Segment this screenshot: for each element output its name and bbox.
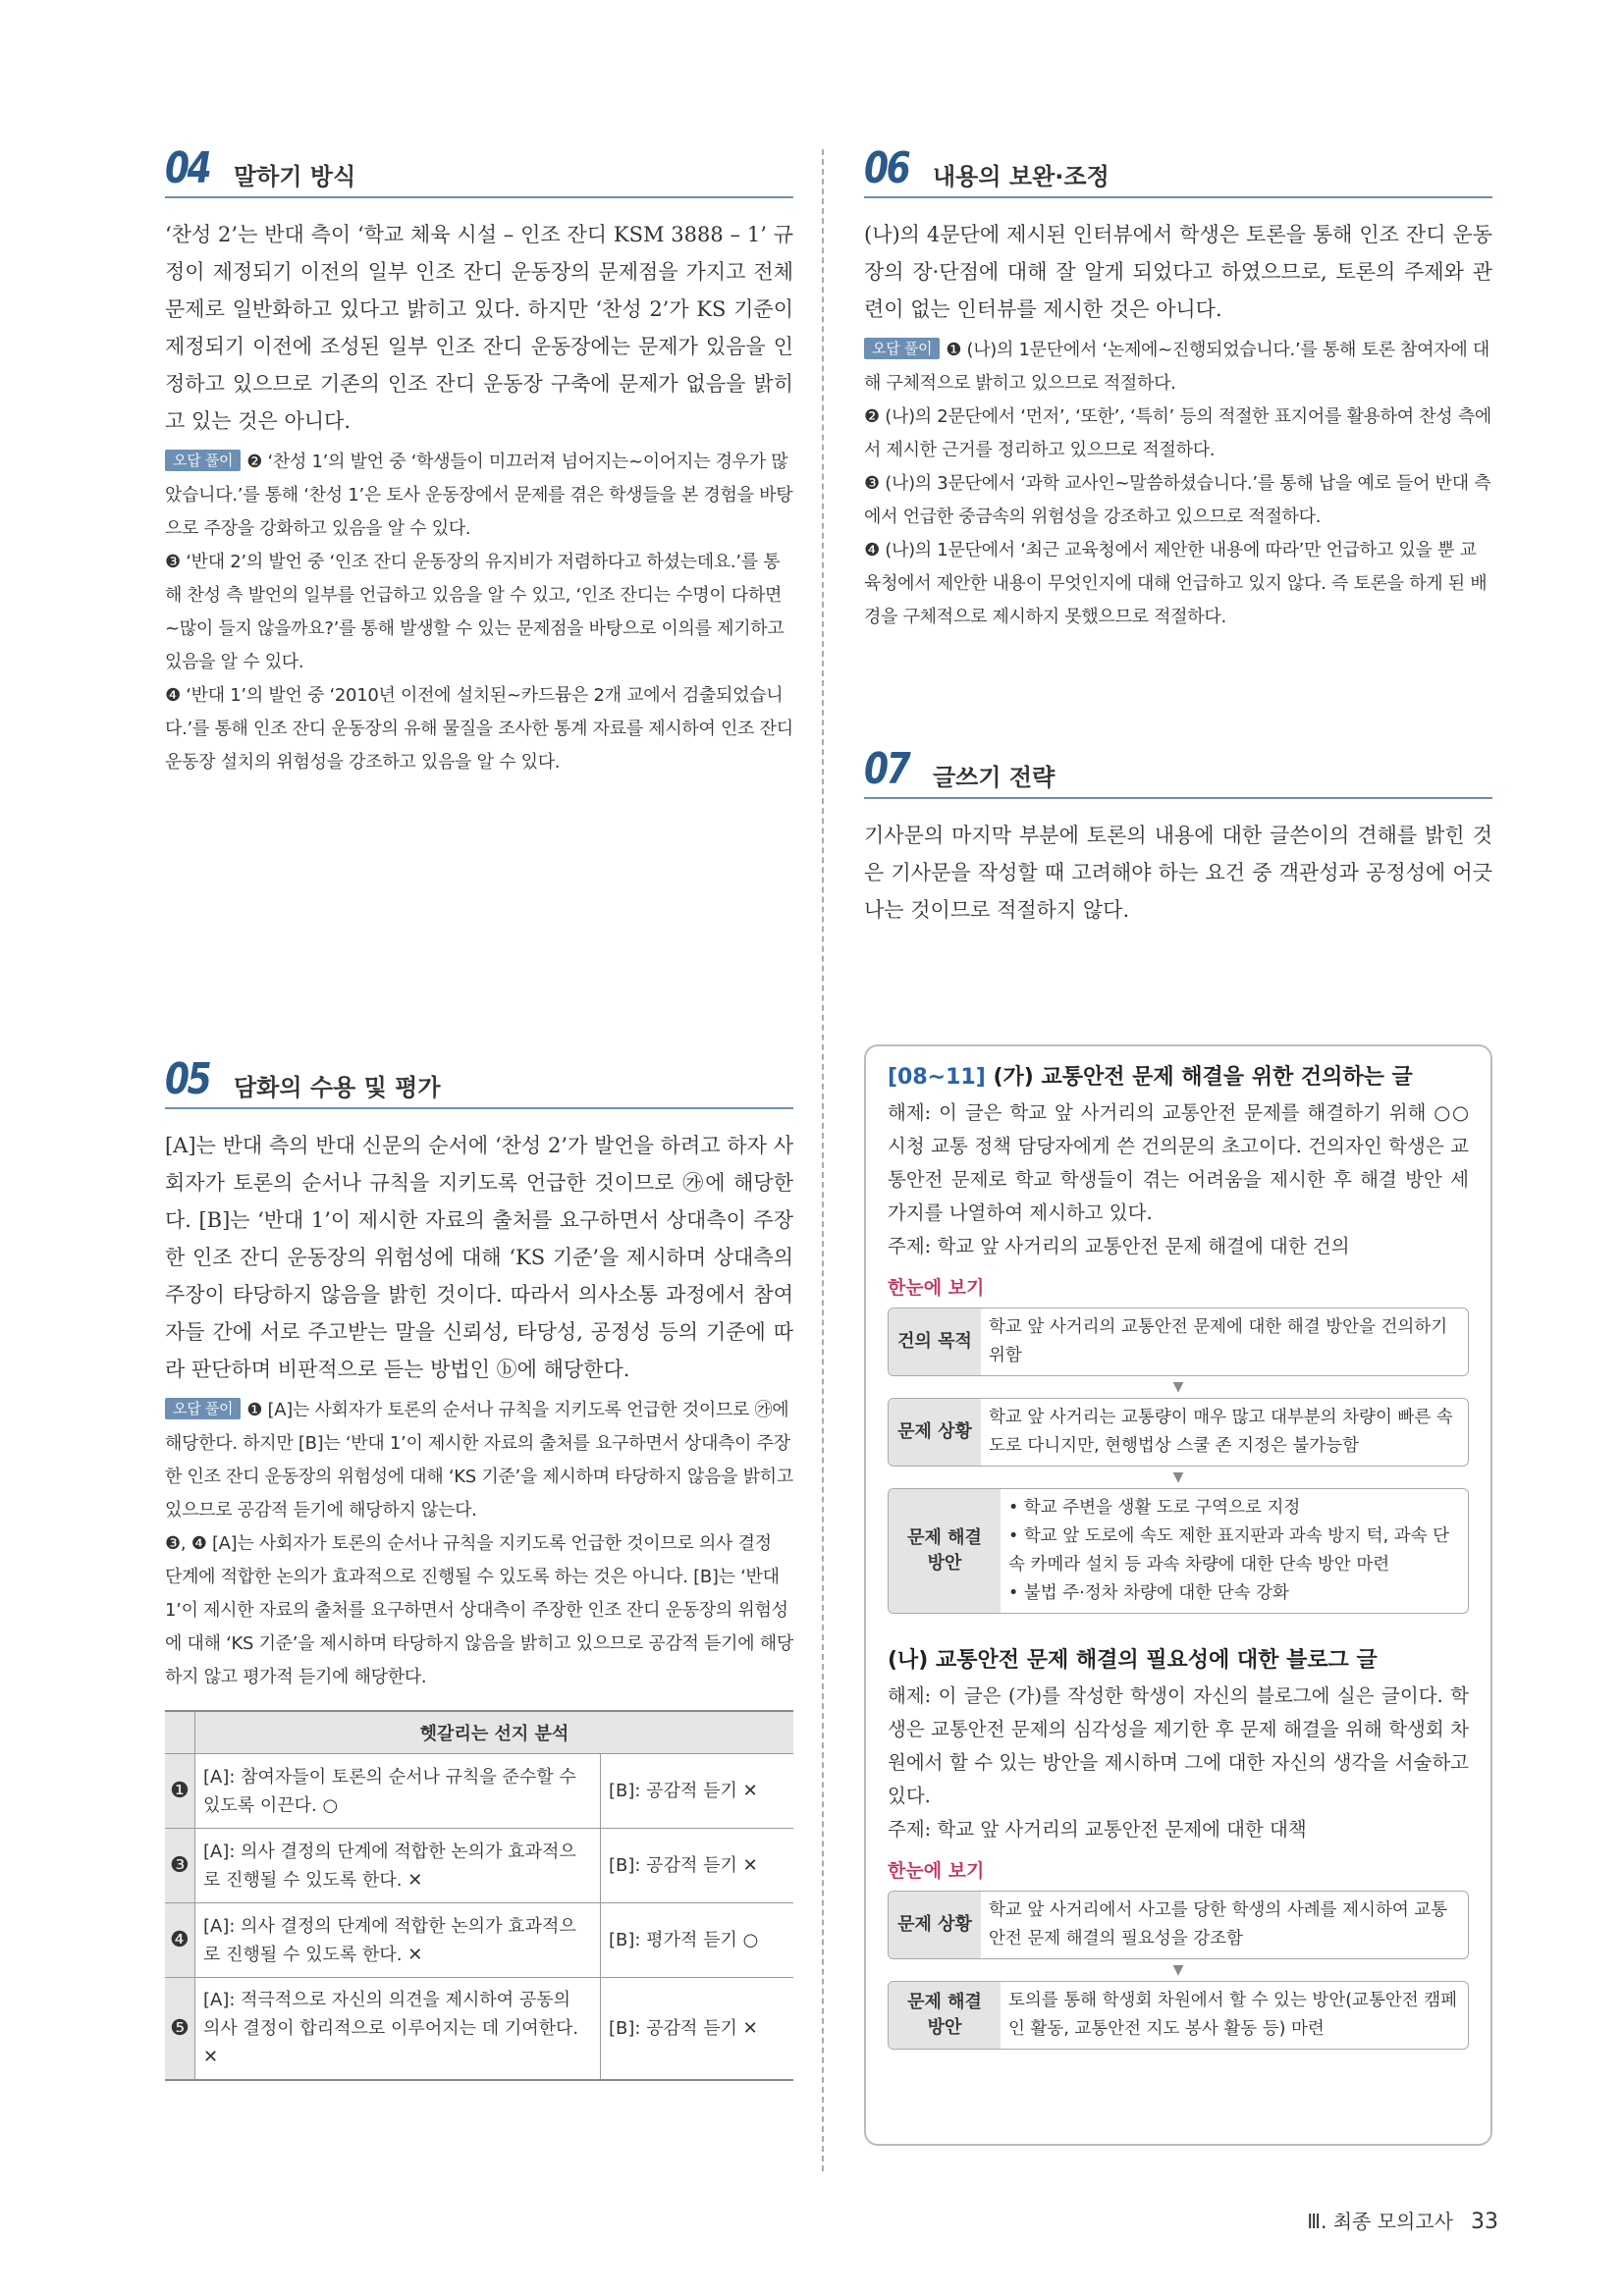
down-arrow-icon: ▼ <box>1172 1469 1184 1485</box>
answer-explanation-1 <box>165 1394 793 1527</box>
table-row <box>165 1829 793 1903</box>
answer-explanation-3: ❹ ‘반대 1’의 발언 중 ‘2010년 이전에 설치된~카드뮴은 2개 교에서 검출되었습니다.’를 통해 인조 잔디 운동장의 유해 물질을 조사한 통계 자료를 제시하여 인조 잔디 운동장 설치의 위험성을 강조하고 있음을 알 수 있다. <box>165 685 793 773</box>
option-number: ❺ <box>165 1978 195 2080</box>
option-number: ❸ <box>165 1829 195 1903</box>
column-divider <box>822 149 824 2171</box>
answer-explanation-1 <box>864 334 1492 400</box>
table-header-row <box>165 1711 793 1754</box>
table-row <box>165 1754 793 1829</box>
page-number: 33 <box>1471 2210 1498 2234</box>
option-b-analysis: [B]: 평가적 듣기 ○ <box>601 1903 794 1978</box>
flow-content <box>1001 1489 1468 1613</box>
section-06 <box>864 143 1492 634</box>
option-a-analysis: [A]: 참여자들이 토론의 순서나 규칙을 준수할 수 있도록 이끈다. ○ <box>195 1754 601 1829</box>
down-arrow-icon: ▼ <box>1172 1962 1184 1978</box>
answer-explanation-3: ❸ (나)의 3문단에서 ‘과학 교사인~말씀하셨습니다.’를 통해 납을 예로 들어 반대 측에서 언급한 중금속의 위험성을 강조하고 있으므로 적절하다. <box>864 473 1491 527</box>
section-04-header <box>165 143 793 198</box>
section-07-body: 기사문의 마지막 부분에 토론의 내용에 대한 글쓴이의 견해를 밝힌 것은 기사문을 작성할 때 고려해야 하는 요건 중 객관성과 공정성에 어긋나는 것이므로 적절하지 않다. <box>864 824 1492 922</box>
down-arrow-icon: ▼ <box>1172 1379 1184 1395</box>
flow-label: 문제 해결 방안 <box>889 1489 1001 1613</box>
section-04-body: ‘찬성 2’는 반대 측이 ‘학교 체육 시설 – 인조 잔디 KSM 3888 – 1’ 규정이 제정되기 이전의 일부 인조 잔디 운동장의 문제점을 가지고 전체 문제로 일반화하고 있다고 밝히고 있다. 하지만 ‘찬성 2’가 KS 기준이 제정되기 이전에 조성된 일부 인조 잔디 운동장에는 문제가 있음을 인정하고 있으므로 기존의 인조 잔디 운동장 구축에 문제가 없음을 밝히고 있는 것은 아니다. <box>165 223 793 433</box>
section-05 <box>165 1054 793 2081</box>
passage-summary-box <box>864 1044 1492 2146</box>
section-number: 07 <box>864 744 909 794</box>
option-analysis-table <box>165 1710 793 2081</box>
answer-explanation-1 <box>165 446 793 546</box>
answer-text: ❷ ‘찬성 1’의 발언 중 ‘학생들이 미끄러져 넘어지는~이어지는 경우가 많았습니다.’를 통해 ‘찬성 1’은 토사 운동장에서 문제를 겪은 학생들을 본 경험을 바탕으로 주장을 강화하고 있음을 알 수 있다. <box>165 452 793 539</box>
flow-row-problem <box>888 1891 1469 1959</box>
passage-b-title: (나) 교통안전 문제 해결의 필요성에 대한 블로그 글 <box>888 1648 1378 1673</box>
table-header: 헷갈리는 선지 분석 <box>195 1711 794 1754</box>
section-07-header <box>864 744 1492 799</box>
section-06-body: (나)의 4문단에 제시된 인터뷰에서 학생은 토론을 통해 인조 잔디 운동장의 장·단점에 대해 잘 알게 되었다고 하였으므로, 토론의 주제와 관련이 없는 인터뷰를 제시한 것은 아니다. <box>864 223 1492 321</box>
option-number: ❹ <box>165 1903 195 1978</box>
section-number: 05 <box>165 1054 210 1104</box>
table-row <box>165 1978 793 2080</box>
section-number: 06 <box>864 143 909 193</box>
flow-content: 학교 앞 사거리는 교통량이 매우 많고 대부분의 차량이 빠른 속도로 다니지만, 현행법상 스쿨 존 지정은 불가능함 <box>989 1408 1453 1456</box>
solution-item: • 학교 주변을 생활 도로 구역으로 지정 <box>1008 1498 1301 1518</box>
at-a-glance-label: 한눈에 보기 <box>888 1860 985 1882</box>
answer-explanation-2: ❸, ❹ [A]는 사회자가 토론의 순서나 규칙을 지키도록 언급한 것이므로 의사 결정 단계에 적합한 논의가 효과적으로 진행될 수 있도록 하는 것은 아니다. [B]는 ‘반대 1’이 제시한 자료의 출처를 요구하면서 상대측이 주장한 인조 잔디 운동장의 위험성에 대해 ‘KS 기준’을 제시하며 타당하지 않음을 밝히고 있으므로 공감적 듣기에 해당하지 않고 평가적 듣기에 해당한다. <box>165 1533 793 1687</box>
section-title: 내용의 보완·조정 <box>933 163 1110 190</box>
flow-label: 문제 상황 <box>889 1399 981 1466</box>
flow-content: 학교 앞 사거리의 교통안전 문제에 대한 해결 방안을 건의하기 위함 <box>989 1317 1448 1365</box>
option-a-analysis: [A]: 의사 결정의 단계에 적합한 논의가 효과적으로 진행될 수 있도록 한다. ✕ <box>195 1903 601 1978</box>
passage-a-title: (가) 교통안전 문제 해결을 위한 건의하는 글 <box>993 1065 1413 1090</box>
flow-label: 문제 상황 <box>889 1892 981 1958</box>
section-title: 글쓰기 전략 <box>933 764 1056 791</box>
solution-item: • 불법 주·정차 차량에 대한 단속 강화 <box>1008 1583 1289 1603</box>
option-a-analysis: [A]: 의사 결정의 단계에 적합한 논의가 효과적으로 진행될 수 있도록 한다. ✕ <box>195 1829 601 1903</box>
section-05-body: [A]는 반대 측의 반대 신문의 순서에 ‘찬성 2’가 발언을 하려고 하자 사회자가 토론의 순서나 규칙을 지키도록 언급한 것이므로 ㉮에 해당한다. [B]는 ‘반대 1’이 제시한 자료의 출처를 요구하면서 상대측이 주장한 인조 잔디 운동장의 위험성에 대해 ‘KS 기준’을 제시하며 상대측의 주장이 타당하지 않음을 밝힌 것이다. 따라서 의사소통 과정에서 참여자들 간에 서로 주고받는 말을 신뢰성, 타당성, 공정성 등의 기준에 따라 판단하며 비판적으로 듣는 방법인 ⓑ에 해당한다. <box>165 1134 793 1381</box>
option-number: ❶ <box>165 1754 195 1829</box>
flow-content: 토의를 통해 학생회 차원에서 할 수 있는 방안(교통안전 캠페인 활동, 교통안전 지도 봉사 활동 등) 마련 <box>1008 1991 1458 2039</box>
section-07 <box>864 744 1492 929</box>
option-b-analysis: [B]: 공감적 듣기 ✕ <box>601 1978 794 2080</box>
solution-item: • 학교 앞 도로에 속도 제한 표지판과 과속 방지 턱, 과속 단속 카메라 설치 등 과속 차량에 대한 단속 방안 마련 <box>1008 1526 1449 1575</box>
section-05-header <box>165 1054 793 1109</box>
passage-b-theme: 주제: 학교 앞 사거리의 교통안전 문제에 대한 대책 <box>888 1818 1307 1841</box>
section-title: 말하기 방식 <box>234 163 356 190</box>
flow-row-solution <box>888 1981 1469 2050</box>
at-a-glance-label: 한눈에 보기 <box>888 1277 985 1299</box>
table-header-corner <box>165 1711 195 1754</box>
answer-text: ❶ (나)의 1문단에서 ‘논제에~진행되었습니다.’를 통해 토론 참여자에 대해 구체적으로 밝히고 있으므로 적절하다. <box>864 340 1489 394</box>
section-number: 04 <box>165 143 210 193</box>
answer-explanation-2: ❷ (나)의 2문단에서 ‘먼저’, ‘또한’, ‘특히’ 등의 적절한 표지어를 활용하여 찬성 측에서 제시한 근거를 정리하고 있으므로 적절하다. <box>864 406 1491 460</box>
flow-row-solution <box>888 1488 1469 1614</box>
flow-content: 학교 앞 사거리에서 사고를 당한 학생의 사례를 제시하여 교통안전 문제 해결의 필요성을 강조함 <box>989 1900 1448 1949</box>
section-04 <box>165 143 793 779</box>
footer-section-label: Ⅲ. 최종 모의고사 <box>1307 2210 1453 2233</box>
passage-a-heading <box>888 1060 1469 1091</box>
flow-label: 건의 목적 <box>889 1308 981 1375</box>
flow-row-problem <box>888 1398 1469 1467</box>
page-footer <box>1307 2206 1498 2234</box>
flow-row-purpose <box>888 1308 1469 1376</box>
passage-b-description: 해제: 이 글은 (가)를 작성한 학생이 자신의 블로그에 실은 글이다. 학생은 교통안전 문제의 심각성을 제기한 후 문제 해결을 위해 학생회 차원에서 할 수 있는 방안을 제시하며 그에 대한 자신의 생각을 서술하고 있다. <box>888 1684 1469 1807</box>
answer-explanation-2: ❸ ‘반대 2’의 발언 중 ‘인조 잔디 운동장의 유지비가 저렴하다고 하셨는데요.’를 통해 찬성 측 발언의 일부를 언급하고 있음을 알 수 있고, ‘인조 잔디는 수명이 다하면~많이 들지 않을까요?’를 통해 발생할 수 있는 문제점을 바탕으로 이의를 제기하고 있음을 알 수 있다. <box>165 552 785 672</box>
section-06-header <box>864 143 1492 198</box>
section-title: 담화의 수용 및 평가 <box>234 1074 441 1101</box>
option-b-analysis: [B]: 공감적 듣기 ✕ <box>601 1829 794 1903</box>
passage-a-theme: 주제: 학교 앞 사거리의 교통안전 문제 해결에 대한 건의 <box>888 1235 1350 1257</box>
wrong-answer-badge: 오답 풀이 <box>165 1398 241 1419</box>
answer-text: ❶ [A]는 사회자가 토론의 순서나 규칙을 지키도록 언급한 것이므로 ㉮에 해당한다. 하지만 [B]는 ‘반대 1’이 제시한 자료의 출처를 요구하면서 상대측이 주장한 인조 잔디 운동장의 위험성에 대해 ‘KS 기준’을 제시하며 타당하지 않음을 밝히고 있으므로 공감적 듣기에 해당하지 않는다. <box>165 1400 793 1521</box>
wrong-answer-badge: 오답 풀이 <box>165 450 241 471</box>
passage-a-description: 해제: 이 글은 학교 앞 사거리의 교통안전 문제를 해결하기 위해 ○○시청 교통 정책 담당자에게 쓴 건의문의 초고이다. 건의자인 학생은 교통안전 문제로 학교 학생들이 겪는 어려움을 제시한 후 해결 방안 세 가지를 나열하여 제시하고 있다. <box>888 1101 1469 1224</box>
wrong-answer-badge: 오답 풀이 <box>864 338 940 359</box>
flow-label: 문제 해결 방안 <box>889 1982 1001 2049</box>
option-a-analysis: [A]: 적극적으로 자신의 의견을 제시하여 공동의 의사 결정이 합리적으로 이루어지는 데 기여한다. ✕ <box>195 1978 601 2080</box>
option-b-analysis: [B]: 공감적 듣기 ✕ <box>601 1754 794 1829</box>
question-range: [08~11] <box>888 1065 986 1090</box>
answer-explanation-4: ❹ (나)의 1문단에서 ‘최근 교육청에서 제안한 내용에 따라’만 언급하고 있을 뿐 교육청에서 제안한 내용이 무엇인지에 대해 언급하고 있지 않다. 즉 토론을 하게 된 배경을 구체적으로 제시하지 못했으므로 적절하다. <box>864 540 1488 627</box>
table-row <box>165 1903 793 1978</box>
